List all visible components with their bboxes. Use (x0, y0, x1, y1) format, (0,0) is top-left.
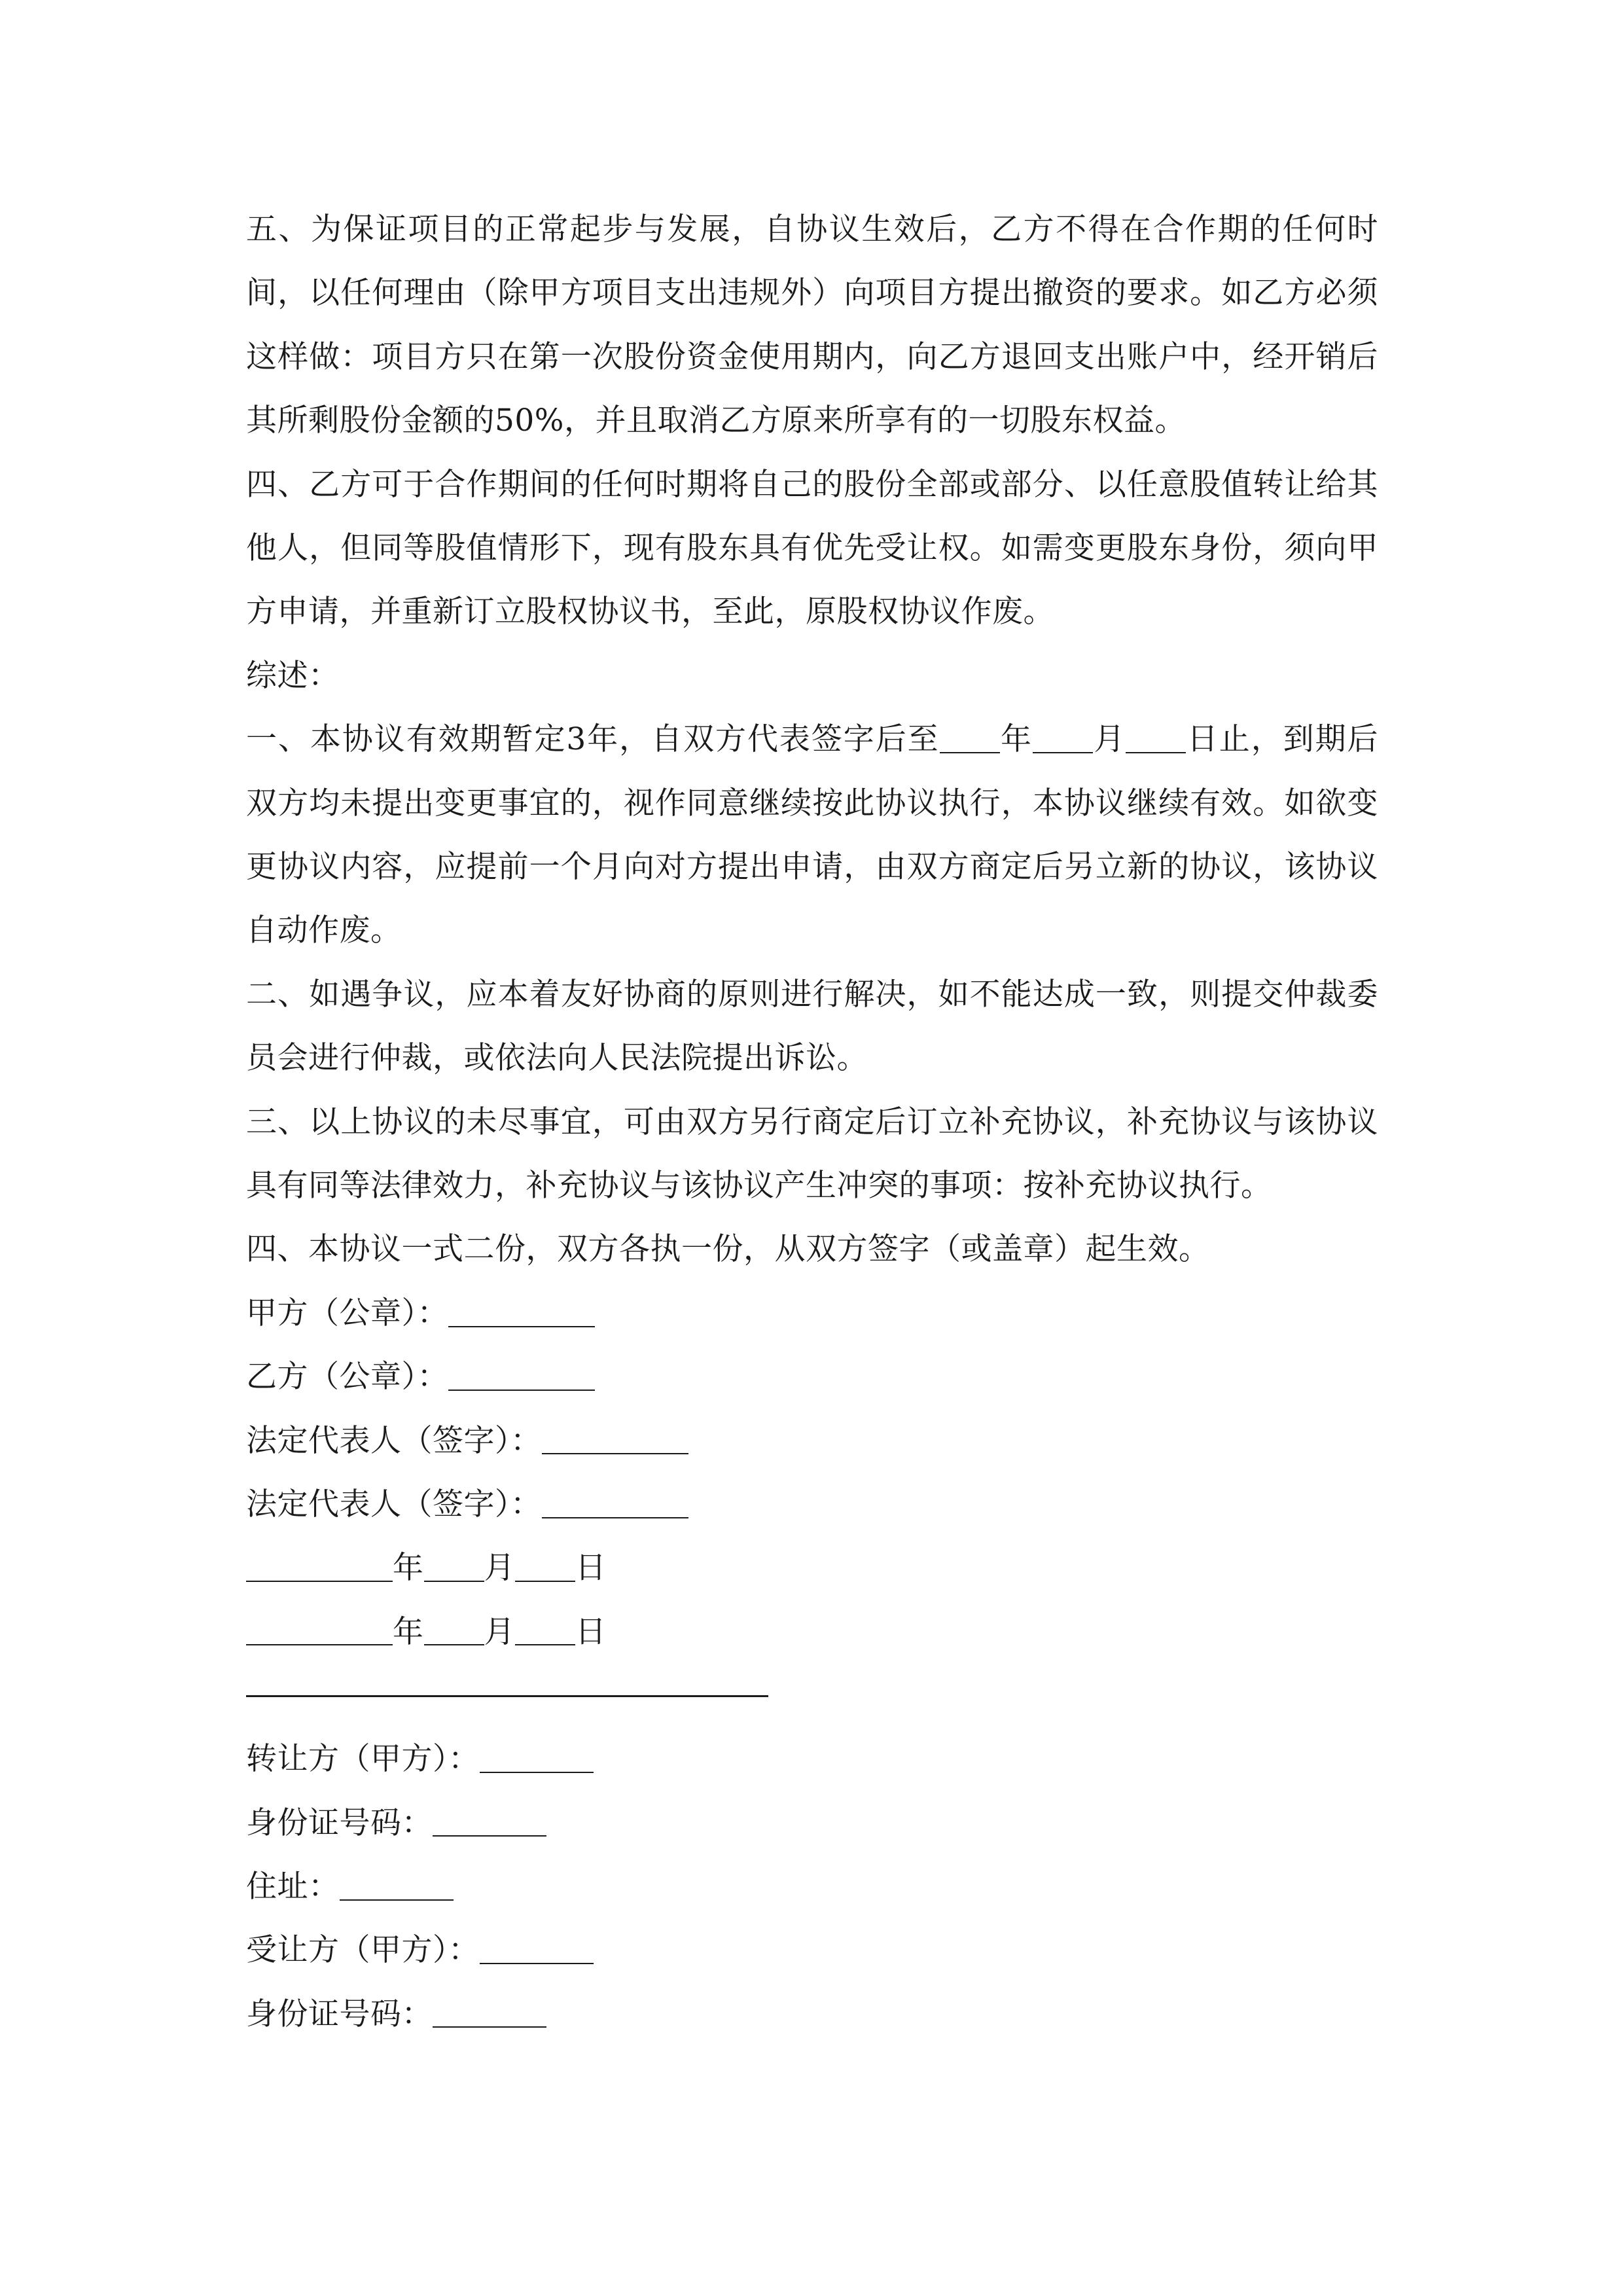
date-row-1 (246, 1536, 1378, 1600)
year-label: 年 (999, 721, 1033, 758)
legal-rep-2-label: 法定代表人（签字）： (246, 1486, 542, 1523)
legal-rep-2-field[interactable] (542, 1488, 688, 1518)
transferor-id-row (246, 1791, 1378, 1855)
date-row-2 (246, 1600, 1378, 1664)
date-2-month-field[interactable] (424, 1615, 484, 1646)
transferor-id-field[interactable] (433, 1806, 546, 1837)
party-a-seal-label: 甲方（公章）： (246, 1295, 448, 1331)
legal-rep-1-label: 法定代表人（签字）： (246, 1422, 542, 1459)
date-2-year-label: 年 (393, 1613, 424, 1650)
transferor-id-label: 身份证号码： (246, 1804, 433, 1841)
date-1-month-label: 月 (484, 1550, 515, 1587)
date-1-year-field[interactable] (246, 1551, 393, 1582)
date-2-day-label: 日 (575, 1613, 607, 1650)
summary-item-2: 二、如遇争议，应本着友好协商的原则进行解决，如不能达成一致，则提交仲裁委员会进行仲裁，或依法向人民法院提出诉讼。 (246, 976, 1378, 1077)
address-label: 住址： (246, 1869, 340, 1905)
month-label: 月 (1092, 721, 1126, 758)
transferee-id-row (246, 1982, 1378, 2046)
document-page (246, 198, 1378, 2046)
transferee-field[interactable] (480, 1933, 594, 1964)
party-a-seal-row (246, 1282, 1378, 1345)
date-2-year-field[interactable] (246, 1615, 393, 1646)
section-divider (246, 1695, 768, 1697)
transferor-field[interactable] (480, 1742, 594, 1773)
transferee-id-label: 身份证号码： (246, 1996, 433, 2032)
transferee-label: 受让方（甲方）： (246, 1932, 480, 1969)
party-b-seal-row (246, 1345, 1378, 1408)
date-2-day-field[interactable] (515, 1615, 575, 1646)
party-b-seal-field[interactable] (448, 1360, 595, 1391)
year-blank (940, 723, 1000, 753)
clause-four: 四、乙方可于合作期间的任何时期将自己的股份全部或部分、以任意股值转让给其他人，但同等股值情形下，现有股东具有优先受让权。如需变更股东身份，须向甲方申请，并重新订立股权协议书，至此，原股权协议作废。 (246, 466, 1378, 630)
transferor-row (246, 1727, 1378, 1791)
date-1-day-label: 日 (575, 1550, 607, 1587)
date-1-day-field[interactable] (515, 1551, 575, 1582)
summary-heading: 综述： (246, 657, 340, 694)
date-2-month-label: 月 (484, 1613, 515, 1650)
summary-item-4: 四、本协议一式二份，双方各执一份，从双方签字（或盖章）起生效。 (246, 1231, 1210, 1268)
date-1-month-field[interactable] (424, 1551, 484, 1582)
clause-five: 五、为保证项目的正常起步与发展，自协议生效后，乙方不得在合作期的任何时间，以任何理由（除甲方项目支出违规外）向项目方提出撤资的要求。如乙方必须这样做：项目方只在第一次股份资金使用期内，向乙方退回支出账户中，经开销后其所剩股份金额的50%，并且取消乙方原来所享有的一切股东权益。 (246, 211, 1378, 439)
party-b-seal-label: 乙方（公章）： (246, 1359, 448, 1395)
summary-item-3: 三、以上协议的未尽事宜，可由双方另行商定后订立补充协议，补充协议与该协议具有同等法律效力，补充协议与该协议产生冲突的事项：按补充协议执行。 (246, 1103, 1378, 1204)
summary-item-1-rest: 日止，到期后双方均未提出变更事宜的，视作同意继续按此协议执行，本协议继续有效。如欲变更协议内容，应提前一个月向对方提出申请，由双方商定后另立新的协议，该协议自动作废。 (246, 721, 1379, 949)
transferee-row (246, 1918, 1378, 1982)
date-1-year-label: 年 (393, 1550, 424, 1587)
legal-rep-1-row (246, 1409, 1378, 1473)
summary-item-1-text: 一、本协议有效期暂定3年，自双方代表签字后至 (246, 721, 940, 758)
party-a-seal-field[interactable] (448, 1297, 595, 1327)
address-row (246, 1855, 1378, 1918)
day-blank (1126, 723, 1186, 753)
legal-rep-2-row (246, 1473, 1378, 1536)
month-blank (1033, 723, 1093, 753)
legal-rep-1-field[interactable] (542, 1424, 688, 1455)
transferor-label: 转让方（甲方）： (246, 1741, 480, 1778)
transferee-id-field[interactable] (433, 1998, 546, 2028)
address-field[interactable] (340, 1870, 454, 1901)
summary-item-1 (246, 708, 1378, 963)
